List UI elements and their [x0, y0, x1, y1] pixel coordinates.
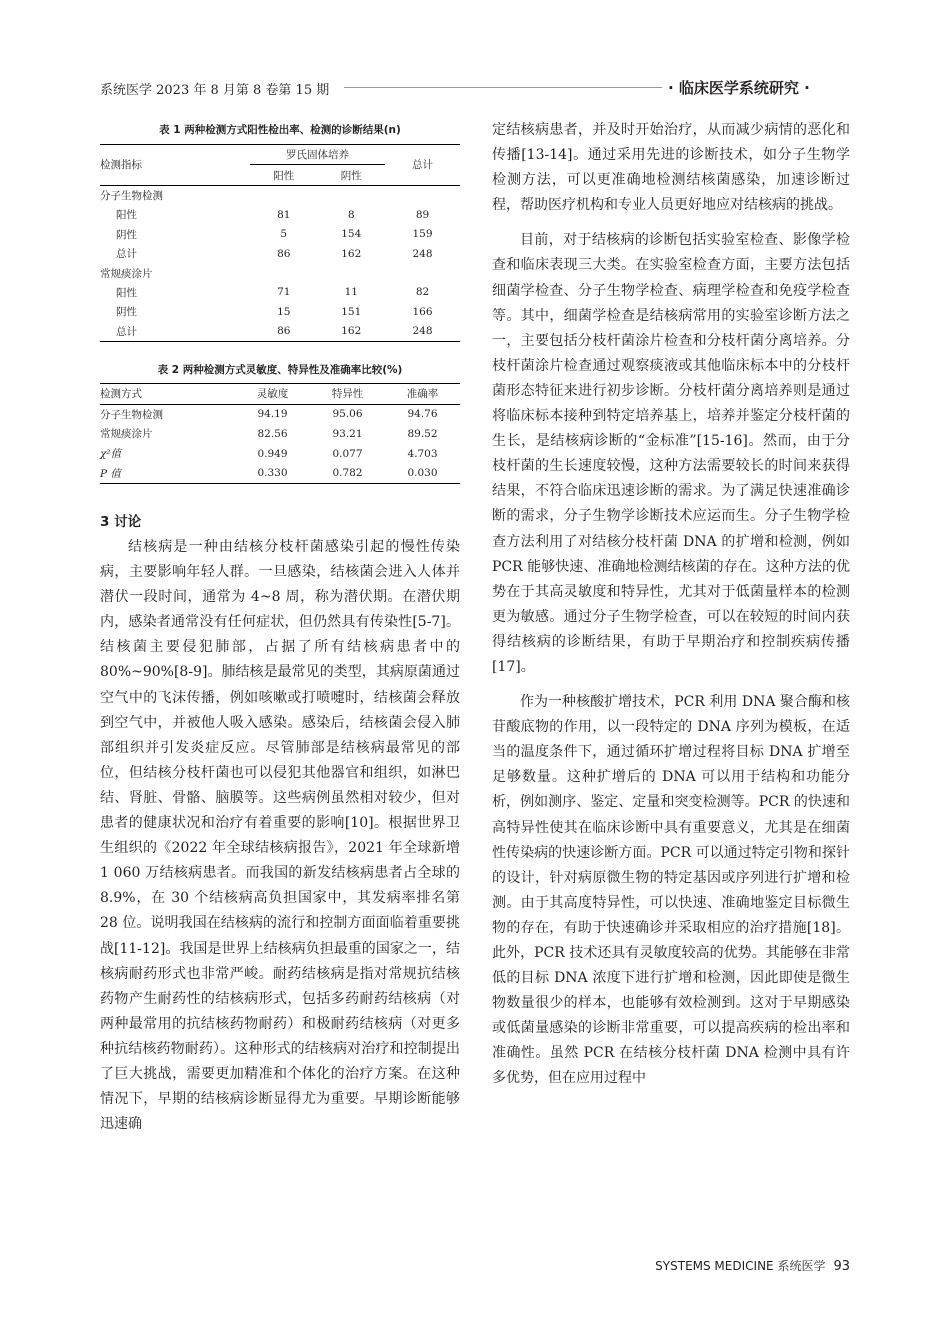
- table-row: 阳性 71 11 82: [116, 286, 430, 299]
- right-column-text: [492, 118, 850, 1092]
- left-column-text: [100, 535, 460, 1137]
- table1-caption: 表 1 两种检测方式阳性检出率、检测的诊断结果(n): [159, 124, 401, 136]
- journal-name: SYSTEMS MEDICINE 系统医学: [655, 1259, 826, 1273]
- table-group-row: 常规痰涂片: [100, 267, 153, 280]
- section-heading: 3 讨论: [100, 514, 142, 530]
- section-title: · 临床医学系统研究 ·: [668, 79, 810, 97]
- paragraph: 结核病是一种由结核分枝杆菌感染引起的慢性传染病，主要影响年轻人群。一旦感染，结核菌会进入人体并潜伏一段时间，通常为 4~8 周，称为潜伏期。在潜伏期内，感染者通常没有任何症状，但仍然具有传染性[5-7]。结核菌主要侵犯肺部，占据了所有结核病患者中的 80%~90%[8-9]。肺结核是最常见的类型，其病原菌通过空气中的飞沫传播，例如咳嗽或打喷嚏时，结核菌会释放到空气中，并被他人吸入感染。感染后，结核菌会侵入肺部组织并引发炎症反应。尽管肺部是结核病最常见的部位，但结核分枝杆菌也可以侵犯其他器官和组织，如淋巴结、肾脏、骨骼、脑膜等。这些病例虽然相对较少，但对患者的健康状况和治疗有着重要的影响[10]。根据世界卫生组织的《2022 年全球结核病报告》，2021 年全球新增 1 060 万结核病患者。而我国的新发结核病患者占全球的 8.9%，在 30 个结核病高负担国家中，其发病率排名第 28 位。说明我国在结核病的流行和控制方面面临着重要挑战[11-12]。我国是世界上结核病负担最重的国家之一，结核病耐药形式也非常严峻。耐药结核病是指对常规抗结核药物产生耐药性的结核病形式，包括多药耐药结核病（对两种最常用的抗结核药物耐药）和极耐药结核病（对更多种抗结核药物耐药）。这种形式的结核病对治疗和控制提出了巨大挑战，需要更加精准和个体化的治疗方案。在这种情况下，早期的结核病诊断显得尤为重要。早期诊断能够迅速确: [100, 539, 460, 1133]
- paragraph: 定结核病患者，并及时开始治疗，从而减少病情的恶化和传播[13-14]。通过采用先进的诊断技术，如分子生物学检测方法，可以更准确地检测结核菌感染，加速诊断过程，帮助医疗机构和专业人员更好地应对结核病的挑战。: [492, 122, 850, 214]
- table-header-cell: 总计: [385, 145, 460, 186]
- table2-caption: 表 2 两种检测方式灵敏度、特异性及准确率比较(%): [157, 364, 403, 376]
- page-number: 93: [833, 1259, 850, 1274]
- table-header-cell: 阳性: [250, 165, 318, 185]
- page-footer: [655, 1257, 850, 1274]
- table-row: 总计 86 162 248: [116, 247, 433, 261]
- table-group-row: 分子生物检测: [100, 189, 163, 202]
- table-row: 常规痰涂片 82.56 93.21 89.52: [100, 427, 438, 441]
- table-header-cell: 阴性: [318, 165, 386, 185]
- table-header-cell: 灵敏度: [235, 384, 310, 405]
- table-row: 总计 86 162 248: [116, 325, 433, 338]
- table-header-cell: 检测方式: [100, 384, 235, 405]
- table-row: 阳性 81 8 89: [116, 208, 430, 222]
- table-header-row: [100, 384, 460, 405]
- table-row: P 值 0.330 0.782 0.030: [100, 467, 438, 480]
- journal-issue: 系统医学 2023 年 8 月第 8 卷第 15 期: [100, 83, 330, 98]
- header-rule: [344, 87, 662, 88]
- table-header-cell: 特异性: [310, 384, 385, 405]
- paragraph: 目前，对于结核病的诊断包括实验室检查、影像学检查和临床表现三大类。在实验室检查方面，主要方法包括细菌学检查、分子生物学检查、病理学检查和免疫学检查等。其中，细菌学检查是结核病常用的实验室诊断方法之一，主要包括分枝杆菌涂片检查和分枝杆菌分离培养。分枝杆菌涂片检查通过观察痰液或其他临床标本中的分枝杆菌形态特征来进行初步诊断。分枝杆菌分离培养则是通过将临床标本接种到特定培养基上，培养并鉴定分枝杆菌的生长，是结核病诊断的“金标准”[15-16]。然而，由于分枝杆菌的生长速度较慢，这种方法需要较长的时间来获得结果，不符合临床迅速诊断的需求。为了满足快速准确诊断的需求，分子生物学诊断技术应运而生。分子生物学检查方法利用了对结核分枝杆菌 DNA 的扩增和检测，例如 PCR 能够快速、准确地检测结核菌的存在。这种方法的优势在于其高灵敏度和特异性，尤其对于低菌量样本的检测更为敏感。通过分子生物学检查，可以在较短的时间内获得结核病的诊断结果，有助于早期治疗和控制疾病传播[17]。: [492, 232, 850, 675]
- table-row: 阴性 5 154 159: [116, 228, 433, 241]
- table-row: 阴性 15 151 166: [116, 305, 433, 319]
- table-header-cell: 检测指标: [100, 145, 250, 186]
- paragraph: 作为一种核酸扩增技术，PCR 利用 DNA 聚合酶和核苷酸底物的作用，以一段特定的 DNA 序列为模板，在适当的温度条件下，通过循环扩增过程将目标 DNA 扩增至足够数量。这种扩增后的 DNA 可以用于结构和功能分析，例如测序、鉴定、定量和突变检测等。PCR 的快速和高特异性使其在临床诊断中具有重要意义，尤其是在细菌性传染病的快速诊断方面。PCR 可以通过特定引物和探针的设计，针对病原微生物的特定基因或序列进行扩增和检测。由于其高度特异性，可以快速、准确地鉴定目标微生物的存在，有助于快速确诊并采取相应的治疗措施[18]。此外，PCR 技术还具有灵敏度较高的优势。其能够在非常低的目标 DNA 浓度下进行扩增和检测，因此即使是微生物数量很少的样本，也能够有效检测到。这对于早期感染或低菌量感染的诊断非常重要，可以提高疾病的检出率和准确性。虽然 PCR 在结核分枝杆菌 DNA 检测中具有许多优势，但在应用过程中: [492, 694, 850, 1087]
- table-header-row: [100, 145, 460, 165]
- table-header-cell: 罗氏固体培养: [250, 145, 385, 165]
- table-row: 分子生物检测 94.19 95.06 94.76: [100, 408, 438, 421]
- table-header-cell: 准确率: [385, 384, 460, 405]
- table-row: χ²值 0.949 0.077 4.703: [100, 447, 438, 461]
